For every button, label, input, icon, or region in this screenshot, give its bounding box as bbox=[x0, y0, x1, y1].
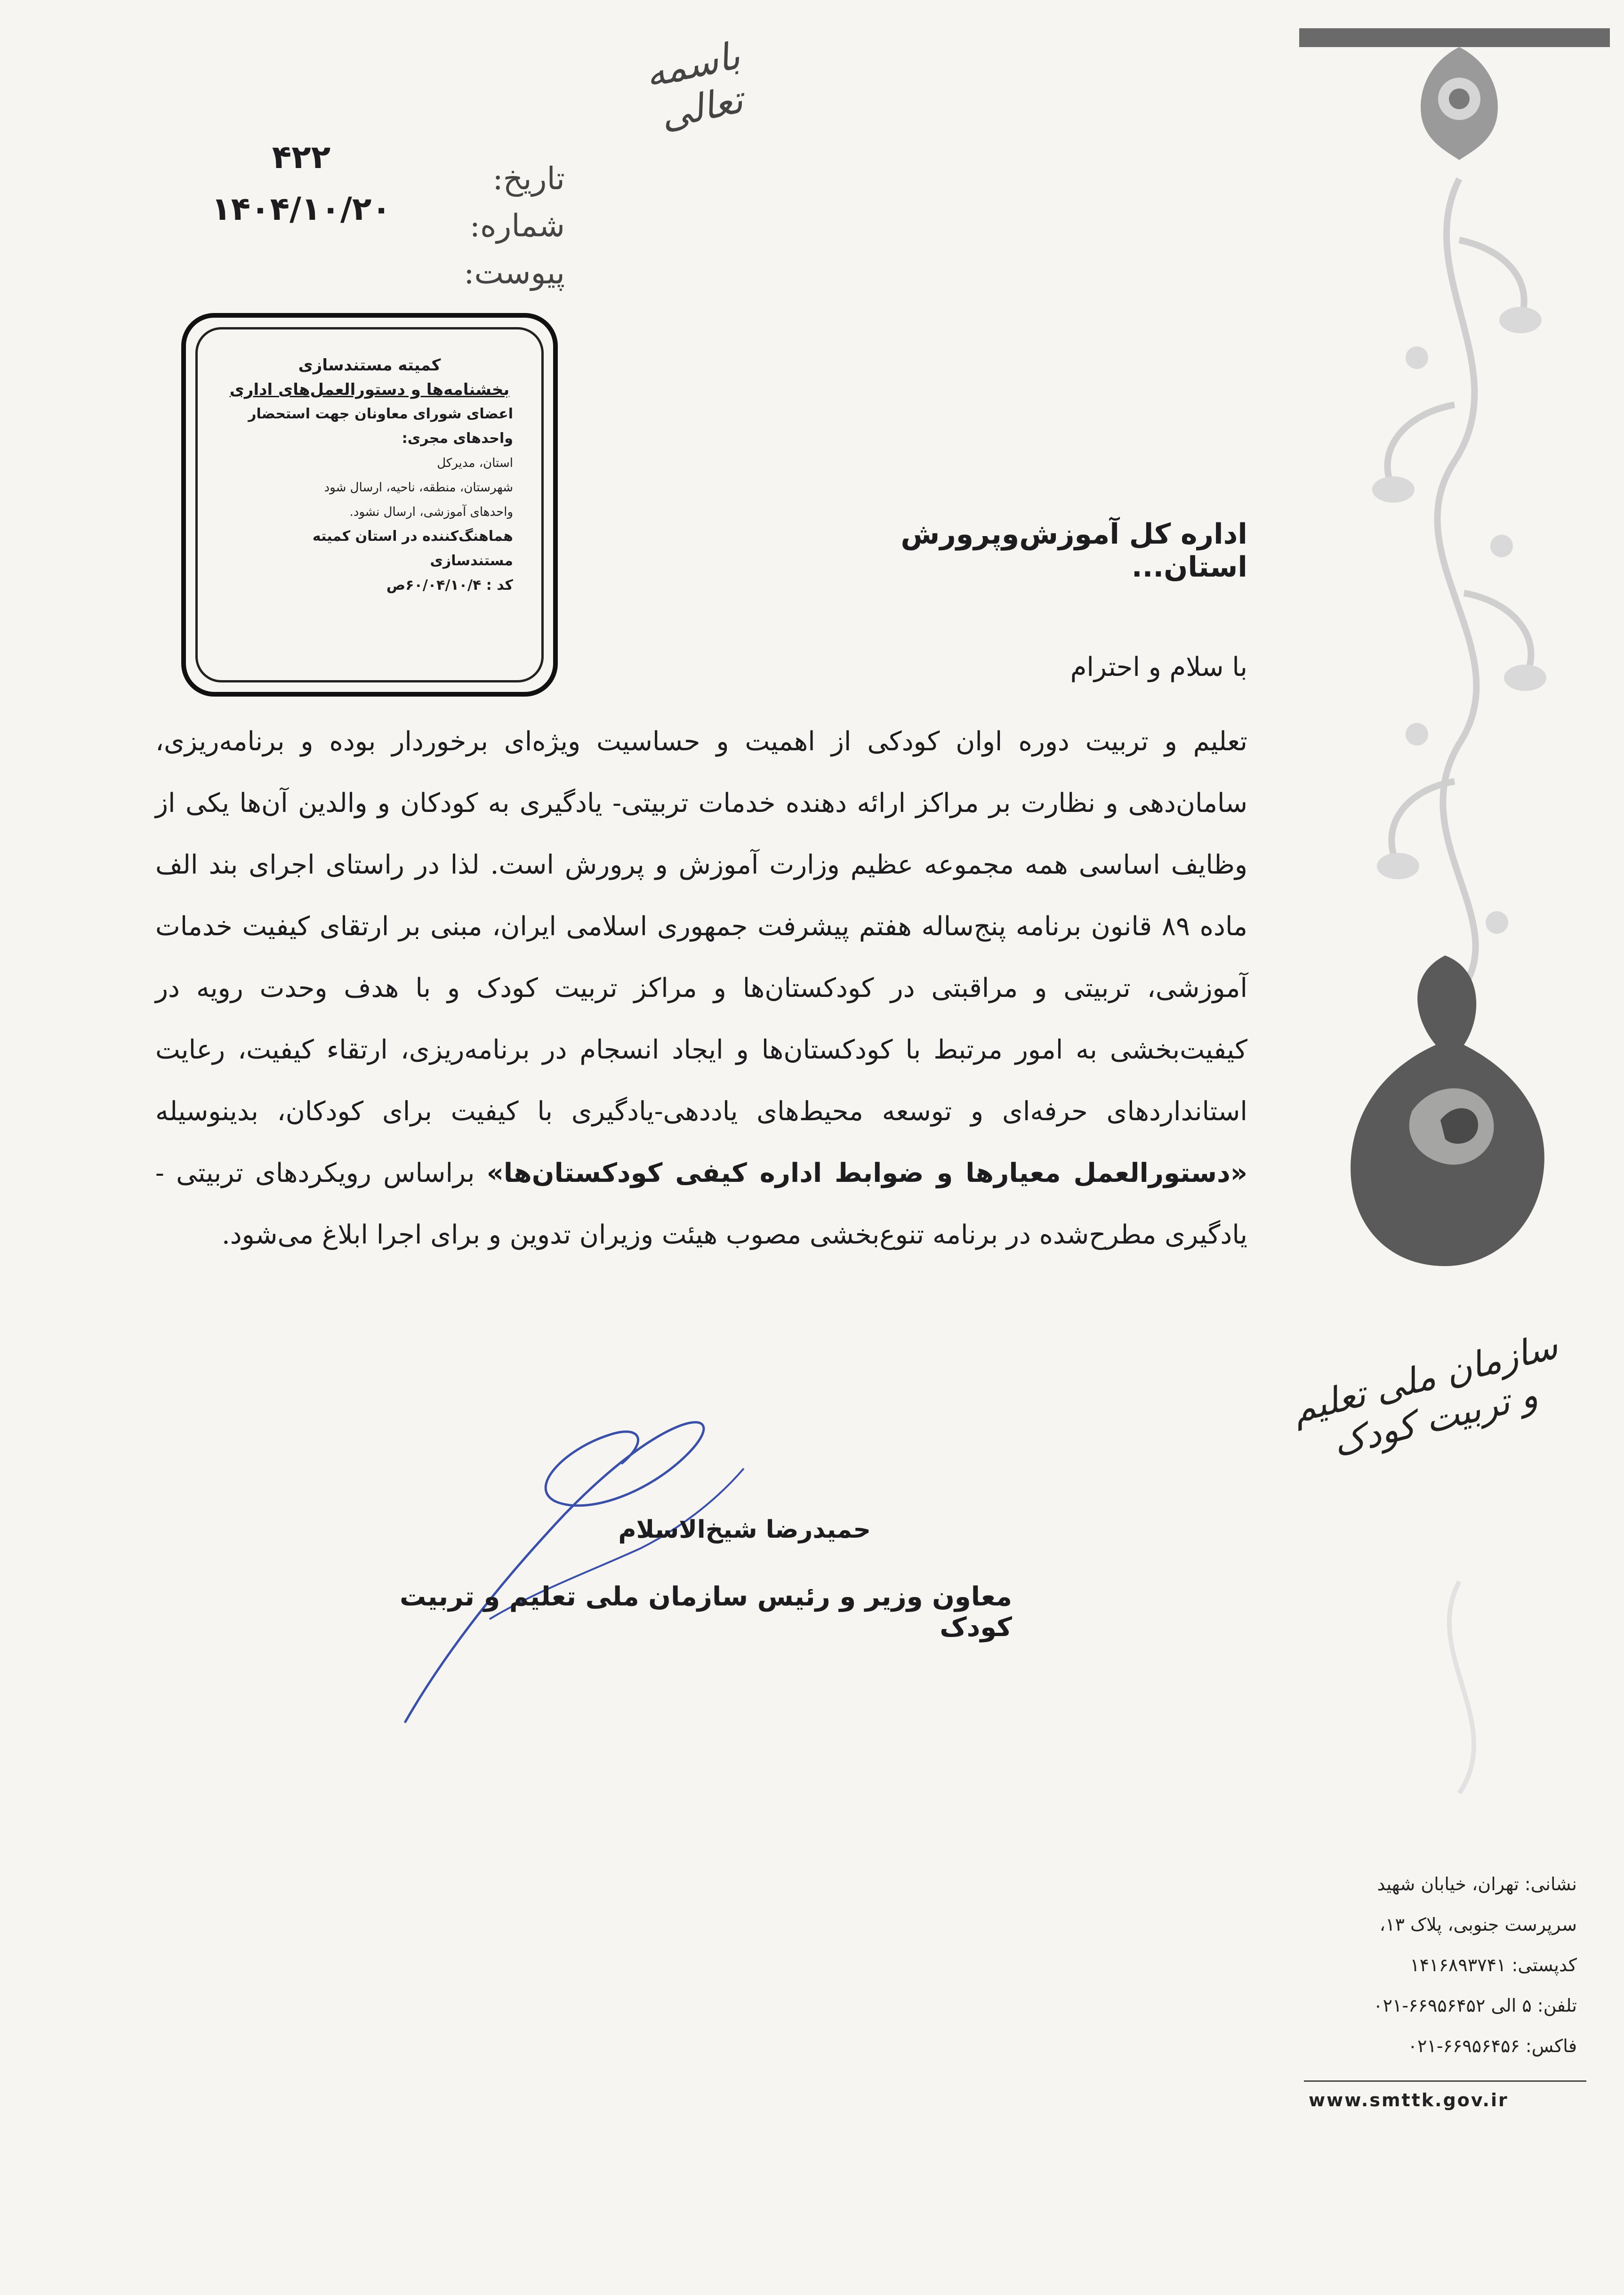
organization-brand: سازمان ملی تعلیم و تربیت کودک bbox=[1288, 1324, 1562, 1465]
stamp-line: واحدهای مجری: bbox=[402, 430, 513, 447]
handwritten-signature bbox=[386, 1393, 904, 1741]
stamp-subtitle: بخشنامه‌ها و دستورالعمل‌های اداری bbox=[229, 380, 510, 399]
organization-logo-icon bbox=[1351, 955, 1544, 1266]
stamp-line: شهرستان، منطقه، ناحیه، ارسال شود bbox=[324, 481, 513, 495]
fax-number: فاکس: ۶۶۹۵۶۴۵۶-۰۲۱ bbox=[1407, 2036, 1577, 2056]
stamp-code: کد : ۶۰/۰۴/۱۰/۴ص bbox=[386, 577, 513, 594]
website-url: www.smttk.gov.ir bbox=[1309, 2090, 1509, 2110]
stamp-content bbox=[195, 327, 544, 682]
documentation-stamp bbox=[181, 313, 558, 697]
letter-number: ۴۲۲ bbox=[272, 139, 331, 176]
address-line: سرپرست جنوبی، پلاک ۱۳، bbox=[1379, 1914, 1577, 1935]
letter-body bbox=[155, 711, 1247, 1266]
postal-code: کدپستی: ۱۴۱۶۸۹۳۷۴۱ bbox=[1410, 1955, 1577, 1975]
letter-recipient: اداره کل آموزش‌وپرورش استان... bbox=[900, 518, 1247, 584]
body-text-end: براساس رویکردهای تربیتی - یادگیری مطرح‌شده در برنامه تنوع‌بخشی مصوب هیئت وزیران تدوین و برای اجرا ابلاغ می‌شود. bbox=[155, 1158, 1247, 1250]
stamp-line: واحدهای آموزشی، ارسال نشود. bbox=[349, 505, 513, 519]
address-line: نشانی: تهران، خیابان شهید bbox=[1377, 1874, 1577, 1894]
divider bbox=[1304, 2080, 1586, 2082]
number-label: شماره: bbox=[469, 208, 565, 244]
stamp-line: اعضای شورای معاونان جهت استحضار bbox=[248, 406, 513, 422]
stamp-line: هماهنگ‌کننده در استان کمیته مستندسازی bbox=[312, 528, 513, 569]
basmala-header: باسمه تعالی bbox=[641, 33, 747, 138]
phone-number: تلفن: ۵ الی ۶۶۹۵۶۴۵۲-۰۲۱ bbox=[1373, 1995, 1577, 2016]
letter-meta-values bbox=[198, 132, 405, 235]
date-label: تاریخ: bbox=[492, 160, 565, 197]
body-text-title: «دستورالعمل معیارها و ضوابط اداره کیفی کودکستان‌ها» bbox=[486, 1158, 1247, 1188]
signatory-title: معاون وزیر و رئیس سازمان ملی تعلیم و تربیت کودک bbox=[399, 1581, 1012, 1643]
letter-date: ۱۴۰۴/۱۰/۲۰ bbox=[211, 191, 391, 228]
address-block bbox=[1299, 1864, 1577, 2066]
stamp-line: استان، مدیرکل bbox=[437, 456, 513, 470]
stamp-title: کمیته مستندسازی bbox=[298, 356, 441, 375]
attachment-label: پیوست: bbox=[464, 255, 565, 291]
letter-greeting: با سلام و احترام bbox=[1070, 652, 1247, 682]
letter-meta-labels bbox=[414, 155, 565, 297]
body-text-main: تعلیم و تربیت دوره اوان کودکی از اهمیت و حساسیت ویژه‌ای برخوردار بوده و برنامه‌ریزی، سامان‌دهی و نظارت بر مراکز ارائه دهنده خدمات تربیتی- یادگیری به کودکان و والدین آن‌ها یکی از وظایف اساسی همه مجموعه عظیم وزارت آموزش و پرورش است. لذا در راستای اجرای بند الف ماده ۸۹ قانون برنامه پنج‌ساله هفتم پیشرفت جمهوری اسلامی ایران، مبنی بر ارتقای کیفیت خدمات آموزشی، تربیتی و مراقبتی در کودکستان‌ها و مراکز تربیت کودک و با هدف وحدت رویه در کیفیت‌بخشی به امور مرتبط با کودکستان‌ها و ایجاد انسجام در برنامه‌ریزی، ارتقاء کیفیت، رعایت استانداردهای حرفه‌ای و توسعه محیط‌های یاددهی-یادگیری با کیفیت برای کودکان، بدینوسیله bbox=[155, 726, 1248, 1127]
signatory-name: حمیدرضا شیخ‌الاسلام bbox=[618, 1516, 871, 1544]
